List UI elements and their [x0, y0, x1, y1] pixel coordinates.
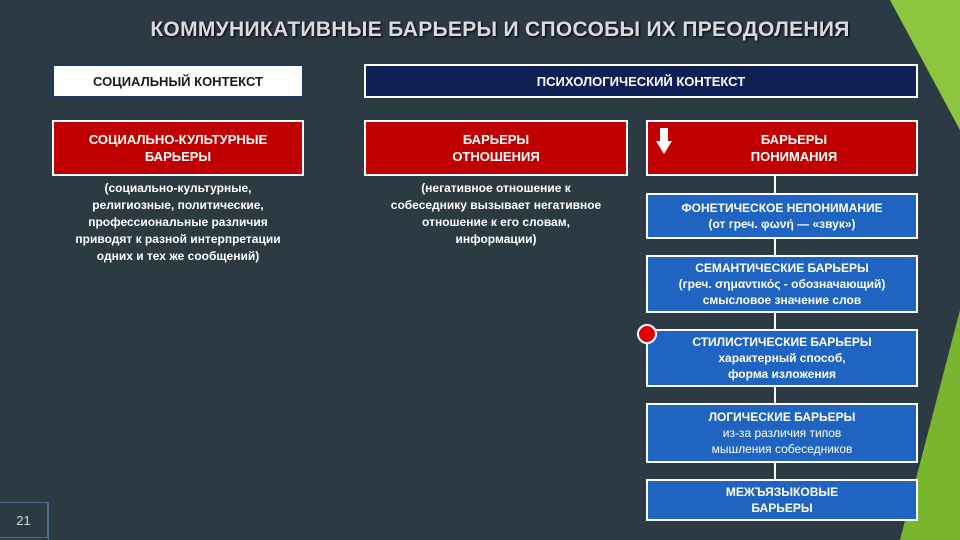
- logical-sub: мышления собеседников: [711, 442, 853, 456]
- sociocultural-line1: СОЦИАЛЬНО-КУЛЬТУРНЫЕ: [88, 132, 268, 147]
- arrow-down-icon: [656, 128, 672, 154]
- sociocultural-barriers-box: [52, 120, 304, 176]
- stylistic-barrier-box: [646, 329, 918, 387]
- social-context-label: СОЦИАЛЬНЫЙ КОНТЕКСТ: [93, 73, 263, 89]
- stylistic-sub: характерный способ,: [718, 351, 846, 365]
- semantic-sub: смысловое значение слов: [702, 293, 862, 307]
- phonetic-sub: (от греч. φωνή — «звук»): [708, 217, 856, 231]
- stylistic-sub: форма изложения: [727, 367, 837, 381]
- relation-barriers-box: [364, 120, 628, 176]
- sociocultural-desc-line: профессиональные различия: [88, 215, 268, 229]
- relation-line2: ОТНОШЕНИЯ: [452, 149, 540, 164]
- interlingual-head: МЕЖЪЯЗЫКОВЫЕ: [725, 485, 839, 499]
- phonetic-head: ФОНЕТИЧЕСКОЕ НЕПОНИМАНИЕ: [681, 201, 883, 215]
- understanding-line2: ПОНИМАНИЯ: [750, 149, 838, 164]
- sociocultural-desc-line: одних и тех же сообщений): [96, 249, 260, 263]
- relation-desc-line: отношение к его словам,: [422, 215, 570, 229]
- sociocultural-desc-line: приводят к разной интерпретации: [75, 232, 281, 246]
- semantic-barrier-box: [646, 255, 918, 313]
- sociocultural-description: [52, 180, 304, 265]
- sociocultural-desc-line: (социально-культурные,: [104, 181, 252, 195]
- understanding-barriers-box: [646, 120, 918, 176]
- page-number-divider: [48, 502, 49, 540]
- red-dot-marker: [637, 324, 657, 344]
- semantic-sub: (греч. σημαντικός - обозначающий): [678, 277, 886, 291]
- logical-sub: из-за различия типов: [722, 426, 842, 440]
- relation-description: [364, 180, 628, 248]
- stylistic-head: СТИЛИСТИЧЕСКИЕ БАРЬЕРЫ: [692, 335, 872, 349]
- psych-context-label: ПСИХОЛОГИЧЕСКИЙ КОНТЕКСТ: [536, 73, 746, 89]
- psych-context-box: [364, 64, 918, 98]
- social-context-box: [52, 64, 304, 98]
- understanding-line1: БАРЬЕРЫ: [760, 132, 828, 147]
- relation-line1: БАРЬЕРЫ: [462, 132, 530, 147]
- semantic-head: СЕМАНТИЧЕСКИЕ БАРЬЕРЫ: [695, 261, 869, 275]
- relation-desc-line: собеседнику вызывает негативное: [390, 198, 602, 212]
- interlingual-head: БАРЬЕРЫ: [751, 501, 813, 515]
- relation-desc-line: (негативное отношение к: [421, 181, 571, 195]
- sociocultural-line2: БАРЬЕРЫ: [144, 149, 212, 164]
- interlingual-barrier-box: [646, 479, 918, 521]
- page-number: 21: [0, 502, 48, 538]
- logical-barrier-box: [646, 403, 918, 463]
- phonetic-barrier-box: [646, 193, 918, 239]
- slide-title: КОММУНИКАТИВНЫЕ БАРЬЕРЫ И СПОСОБЫ ИХ ПРЕОДОЛЕНИЯ: [150, 18, 850, 41]
- sociocultural-desc-line: религиозные, политические,: [92, 198, 264, 212]
- logical-head: ЛОГИЧЕСКИЕ БАРЬЕРЫ: [708, 410, 856, 424]
- relation-desc-line: информации): [455, 232, 537, 246]
